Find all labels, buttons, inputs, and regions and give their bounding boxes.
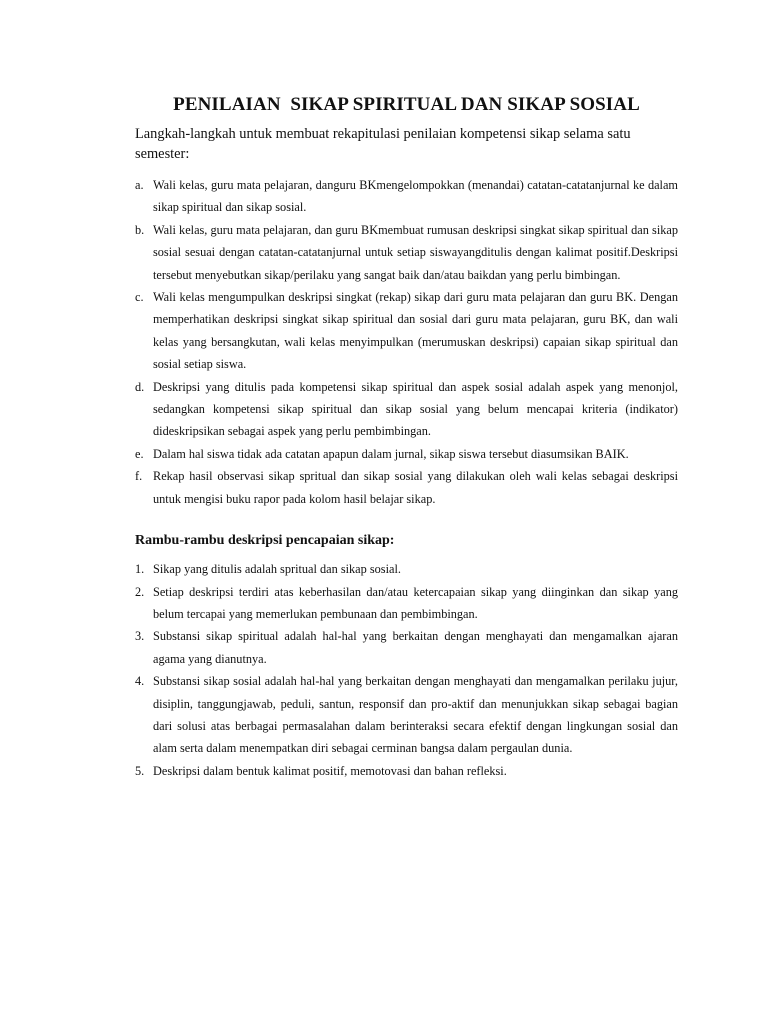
list-item (135, 670, 678, 760)
list-item (135, 174, 678, 219)
rules-list (135, 558, 678, 782)
list-item (135, 443, 678, 465)
list-item-text: Substansi sikap spiritual adalah hal-hal yang berkaitan dengan menghayati dan mengamalkan ajaran agama yang dianutnya. (153, 629, 678, 666)
list-marker: e. (135, 446, 144, 461)
list-item-text: Dalam hal siswa tidak ada catatan apapun dalam jurnal, sikap siswa tersebut diasumsikan BAIK. (153, 446, 629, 461)
list-item (135, 581, 678, 626)
list-marker: 4. (135, 674, 145, 689)
list-marker: 3. (135, 629, 145, 644)
document-page (135, 94, 678, 782)
list-item-text: Sikap yang ditulis adalah spritual dan sikap sosial. (153, 562, 401, 577)
list-marker: 2. (135, 584, 145, 599)
list-item (135, 625, 678, 670)
list-item-text: Rekap hasil observasi sikap spritual dan sikap sosial yang dilakukan oleh wali kelas sebagai deskripsi untuk mengisi buku rapor pada kolom hasil belajar sikap. (153, 469, 678, 506)
section-heading: Rambu-rambu deskripsi pencapaian sikap: (135, 533, 395, 549)
list-item-text: Wali kelas, guru mata pelajaran, dan guru BKmembuat rumusan deskripsi singkat sikap spiritual dan sikap sosial sesuai dengan catatan-catatanjurnal untuk setiap siswayangditulis dengan kalimat positif.Deskripsi tersebut menyebutkan sikap/perilaku yang sangat baik dan/atau baikdan yang perlu bimbingan. (153, 222, 678, 282)
list-marker: 5. (135, 763, 145, 778)
list-marker: 1. (135, 562, 145, 577)
list-marker: a. (135, 178, 144, 192)
list-item-text: Deskripsi dalam bentuk kalimat positif, memotovasi dan bahan refleksi. (153, 763, 507, 778)
list-item (135, 376, 678, 443)
list-item (135, 286, 678, 376)
list-item-text: Deskripsi yang ditulis pada kompetensi sikap spiritual dan aspek sosial adalah aspek yang menonjol, sedangkan kompetensi sikap spiritual dan sikap sosial yang belum mencapai kriteria (indikator) dideskripsikan sebagai aspek yang perlu pembimbingan. (153, 379, 678, 439)
steps-list (135, 174, 678, 510)
intro-paragraph: Langkah-langkah untuk membuat rekapitulasi penilaian kompetensi sikap selama satu semester: (135, 126, 631, 162)
list-marker: f. (135, 469, 143, 484)
list-item (135, 465, 678, 510)
list-item-text: Setiap deskripsi terdiri atas keberhasilan dan/atau ketercapaian sikap yang diinginkan dan sikap yang belum tercapai yang memerlukan pembunaan dan pembimbingan. (153, 584, 678, 621)
list-item (135, 219, 678, 286)
list-item-text: Wali kelas mengumpulkan deskripsi singkat (rekap) sikap dari guru mata pelajaran dan guru BK. Dengan memperhatikan deskripsi singkat sikap spiritual dan sosial dari guru mata pelajaran, guru BK, dan wali kelas yang bersangkutan, wali kelas menyimpulkan (merumuskan deskripsi) capaian sikap spiritual dan sosial setiap siswa. (153, 290, 678, 372)
list-item (135, 558, 678, 580)
list-marker: c. (135, 290, 144, 305)
list-marker: b. (135, 222, 145, 237)
list-marker: d. (135, 379, 145, 394)
list-item-text: Wali kelas, guru mata pelajaran, danguru BKmengelompokkan (menandai) catatan-catatanjurnal ke dalam sikap spiritual dan sikap sosial. (153, 178, 678, 215)
list-item (135, 760, 678, 782)
list-item-text: Substansi sikap sosial adalah hal-hal yang berkaitan dengan menghayati dan mengamalkan perilaku jujur, disiplin, tanggungjawab, peduli, santun, responsif dan pro-aktif dan menunjukkan sikap sebagai bagian dari solusi atas berbagai permasalahan dalam berinteraksi secara efektif dengan lingkungan sosial dan alam serta dalam menempatkan diri sebagai cerminan bangsa dalam pergaulan dunia. (153, 674, 678, 756)
page-title: PENILAIAN SIKAP SPIRITUAL DAN SIKAP SOSIAL (173, 94, 640, 115)
